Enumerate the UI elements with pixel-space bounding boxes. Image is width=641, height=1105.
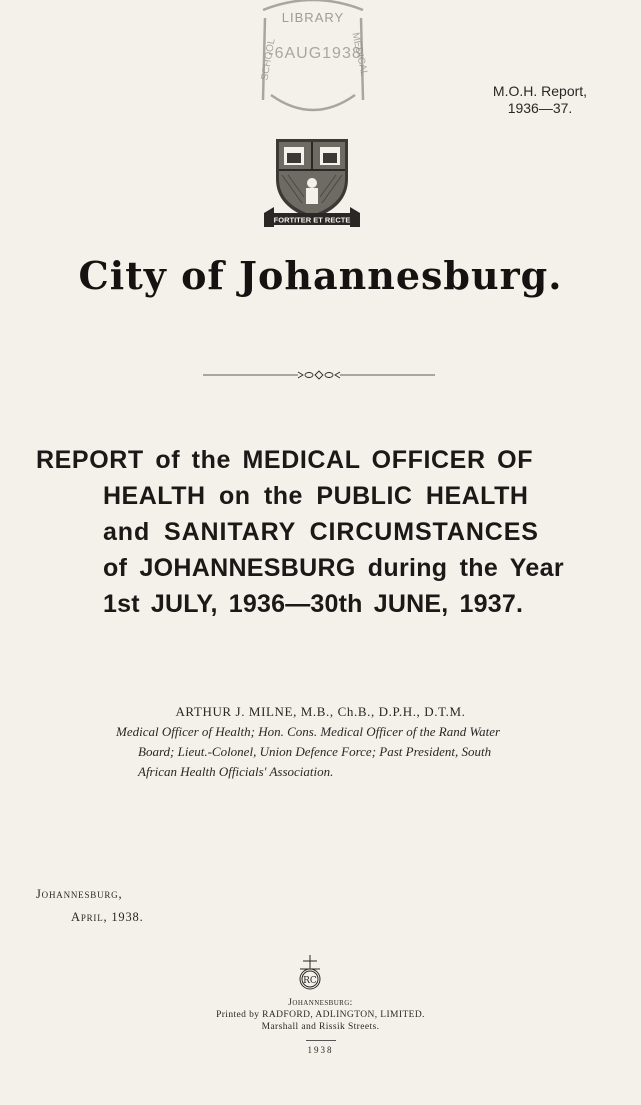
heading-line-2: HEALTH on the PUBLIC HEALTH xyxy=(103,482,529,510)
svg-text:RC: RC xyxy=(303,976,317,986)
publication-date: April, 1938. xyxy=(71,910,144,924)
report-reference-line1: M.O.H. Report, xyxy=(492,83,588,99)
imprint-year: 1938 xyxy=(307,1045,334,1055)
author-desc-line-1: Medical Officer of Health; Hon. Cons. Medical Officer of the Rand Water xyxy=(116,724,501,739)
stamp-top-text: LIBRARY xyxy=(281,10,345,25)
heading-line-3: and SANITARY CIRCUMSTANCES xyxy=(103,518,539,546)
imprint-divider xyxy=(306,1040,336,1041)
city-title: City of Johannesburg. xyxy=(78,253,563,298)
author-description xyxy=(116,722,536,782)
heading-line-4: of JOHANNESBURG during the Year xyxy=(103,554,564,582)
stamp-left-text: SCHOOL xyxy=(259,37,278,82)
heading-line-1: REPORT of the MEDICAL OFFICER OF xyxy=(36,446,534,474)
author-desc-line-3: African Health Officials' Association. xyxy=(138,764,334,779)
stamp-right-text: MEDICAL xyxy=(349,31,370,78)
library-stamp xyxy=(243,0,383,128)
imprint-printer: Printed by RADFORD, ADLINGTON, LIMITED. xyxy=(216,1010,425,1020)
printer-mark-icon xyxy=(298,955,322,991)
report-reference-line2: 1936—37. xyxy=(507,100,573,116)
author-desc-line-2: Board; Lieut.-Colonel, Union Defence Force; Past President, South xyxy=(138,744,492,759)
author-name: ARTHUR J. MILNE, M.B., Ch.B., D.P.H., D.T.M. xyxy=(175,704,466,719)
ornamental-rule xyxy=(203,367,435,377)
coat-of-arms xyxy=(262,135,362,231)
heading-line-5: 1st JULY, 1936—30th JUNE, 1937. xyxy=(103,590,524,618)
printer-imprint xyxy=(0,997,641,1033)
crest-motto: FORTITER ET RECTE xyxy=(273,215,351,225)
report-reference xyxy=(480,83,600,117)
imprint-address: Marshall and Rissik Streets. xyxy=(261,1022,380,1032)
report-heading xyxy=(36,442,606,622)
imprint-city: Johannesburg: xyxy=(288,998,353,1008)
publication-place: Johannesburg, xyxy=(36,887,123,901)
stamp-date-text: -6AUG1938 xyxy=(268,45,362,62)
